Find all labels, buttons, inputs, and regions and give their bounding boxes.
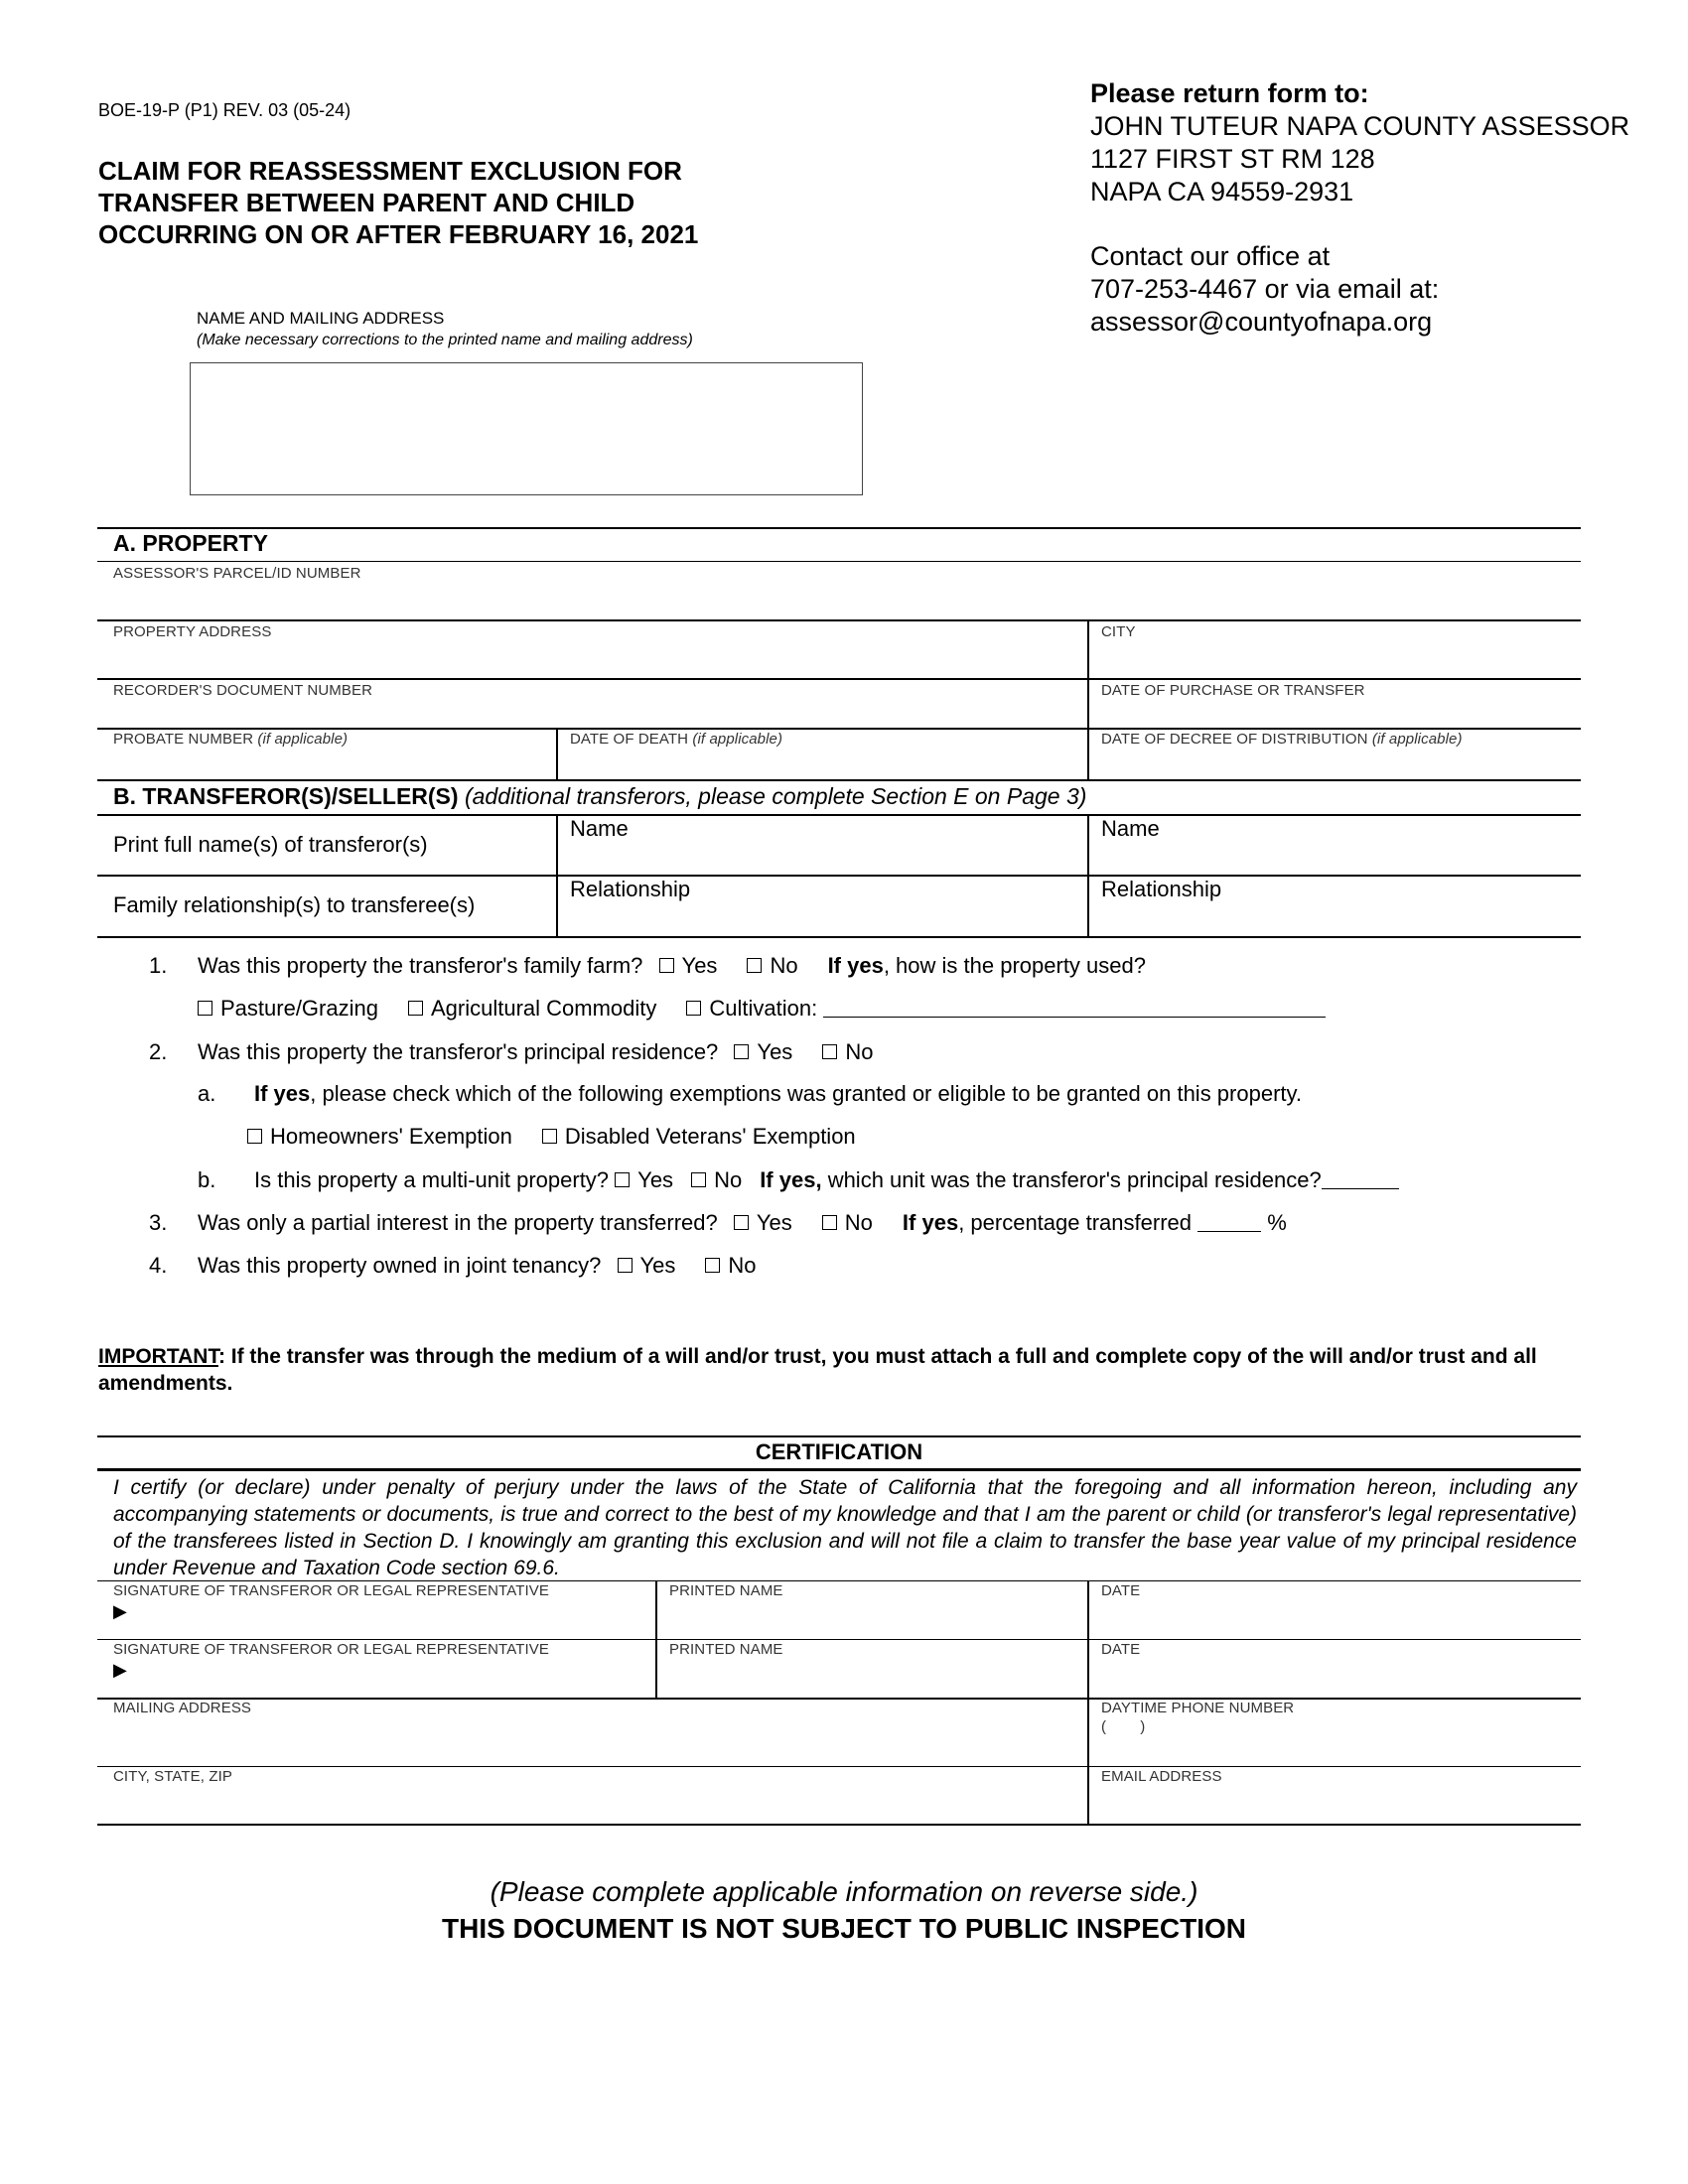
unit-input[interactable] — [1322, 1188, 1399, 1189]
transferor-name-1[interactable]: Name — [570, 816, 629, 841]
name-address-box[interactable] — [190, 362, 863, 495]
if-applicable: (if applicable) — [692, 731, 783, 748]
certification-title: CERTIFICATION — [755, 1439, 923, 1464]
disabled-vets-checkbox[interactable] — [542, 1129, 557, 1144]
relationship-1[interactable]: Relationship — [570, 877, 691, 901]
rule — [97, 1468, 1581, 1471]
question-4 — [198, 1251, 757, 1281]
date-decree-label: DATE OF DECREE OF DISTRIBUTION — [1101, 731, 1368, 748]
q1-followup: , how is the property used? — [883, 953, 1146, 978]
disabled-vets-label: Disabled Veterans' Exemption — [564, 1124, 856, 1149]
q2-yes-checkbox[interactable] — [734, 1044, 749, 1059]
rule — [97, 1766, 1581, 1767]
column-divider — [1087, 1580, 1089, 1825]
exemptions-options — [247, 1122, 856, 1152]
printed-name-2-field[interactable]: PRINTED NAME — [669, 1641, 783, 1658]
q2b-no-checkbox[interactable] — [691, 1172, 706, 1187]
agricultural-checkbox[interactable] — [408, 1001, 423, 1016]
footer-public-notice: THIS DOCUMENT IS NOT SUBJECT TO PUBLIC INSPECTION — [442, 1913, 1246, 1944]
rule — [97, 1639, 1581, 1640]
certification-top-rule — [97, 1435, 1581, 1437]
q1-no-checkbox[interactable] — [747, 958, 762, 973]
q3-no-checkbox[interactable] — [822, 1215, 837, 1230]
section-b-note: (additional transferors, please complete Section E on Page 3) — [464, 783, 1087, 809]
print-names-label: Print full name(s) of transferor(s) — [113, 832, 428, 857]
contact-line-2: 707-253-4467 or via email at: — [1090, 274, 1440, 304]
certification-bottom-rule — [97, 1824, 1581, 1826]
mailing-address-field[interactable]: MAILING ADDRESS — [113, 1700, 252, 1716]
q2b-text: Is this property a multi-unit property? — [254, 1167, 610, 1192]
date-1-field[interactable]: DATE — [1101, 1582, 1141, 1599]
no-label: No — [845, 1039, 874, 1064]
rule — [97, 678, 1581, 680]
q2a-text: , please check which of the following exemptions was granted or eligible to be granted on this property. — [310, 1081, 1302, 1106]
q1-text: Was this property the transferor's family farm? — [198, 953, 643, 978]
contact-email[interactable]: assessor@countyofnapa.org — [1090, 307, 1433, 337]
homeowners-checkbox[interactable] — [247, 1129, 262, 1144]
q1-yes-checkbox[interactable] — [659, 958, 674, 973]
form-title — [98, 155, 793, 250]
pasture-label: Pasture/Grazing — [220, 996, 378, 1021]
column-divider — [556, 728, 558, 779]
return-line-3: NAPA CA 94559-2931 — [1090, 177, 1354, 206]
return-address-block — [1090, 77, 1666, 339]
recorder-document-field[interactable]: RECORDER'S DOCUMENT NUMBER — [113, 682, 373, 699]
family-relationship-label: Family relationship(s) to transferee(s) — [113, 892, 476, 917]
rule — [97, 728, 1581, 730]
yes-label: Yes — [756, 1210, 792, 1235]
rule — [97, 1580, 1581, 1581]
form-id: BOE-19-P (P1) REV. 03 (05-24) — [98, 100, 352, 120]
rule — [97, 1698, 1581, 1700]
if-yes-comma: If yes, — [760, 1167, 822, 1192]
date-purchase-field[interactable]: DATE OF PURCHASE OR TRANSFER — [1101, 682, 1365, 699]
column-divider — [556, 814, 558, 936]
homeowners-label: Homeowners' Exemption — [270, 1124, 512, 1149]
rule — [97, 814, 1581, 816]
date-death-field[interactable] — [570, 731, 782, 748]
probate-number-field[interactable] — [113, 731, 348, 748]
name-address-label — [197, 308, 693, 351]
signature-2-arrow[interactable]: ▶ — [113, 1660, 127, 1680]
phone-area-code[interactable]: ( ) — [1101, 1718, 1146, 1735]
q3-number: 3. — [149, 1210, 168, 1235]
percentage-input[interactable] — [1197, 1231, 1261, 1232]
no-label: No — [770, 953, 798, 978]
yes-label: Yes — [637, 1167, 674, 1192]
q4-no-checkbox[interactable] — [705, 1258, 720, 1273]
question-2 — [198, 1037, 873, 1067]
pasture-checkbox[interactable] — [198, 1001, 212, 1016]
title-line-1: CLAIM FOR REASSESSMENT EXCLUSION FOR — [98, 156, 682, 186]
no-label: No — [844, 1210, 873, 1235]
yes-label: Yes — [681, 953, 718, 978]
q2-text: Was this property the transferor's principal residence? — [198, 1039, 719, 1064]
transferor-name-2[interactable]: Name — [1101, 816, 1160, 841]
relationship-2[interactable]: Relationship — [1101, 877, 1222, 901]
section-a-title: A. PROPERTY — [113, 530, 268, 556]
rule — [97, 779, 1581, 781]
section-b-title — [113, 783, 1086, 810]
certification-text: I certify (or declare) under penalty of perjury under the laws of the State of California that the foregoing and all information hereon, including any accompanying statements or documents, is true and correct to the best of my knowledge and that I am the parent or child (or transferor's legal representative) of the transferees listed in Section D. I knowingly am granting this exclusion and will not file a claim to transfer the base year value of my principal residence under Revenue and Taxation Code section 69.6. — [113, 1476, 1577, 1579]
q4-text: Was this property owned in joint tenancy? — [198, 1253, 602, 1278]
yes-label: Yes — [757, 1039, 793, 1064]
q3-followup: , percentage transferred — [958, 1210, 1192, 1235]
q2b-followup: which unit was the transferor's principal residence? — [827, 1167, 1322, 1192]
percent-sign: % — [1267, 1210, 1287, 1235]
date-2-field[interactable]: DATE — [1101, 1641, 1141, 1658]
title-line-3: OCCURRING ON OR AFTER FEBRUARY 16, 2021 — [98, 219, 699, 249]
yes-label: Yes — [639, 1253, 676, 1278]
important-label: IMPORTANT — [98, 1345, 218, 1368]
rule — [97, 875, 1581, 877]
column-divider — [655, 1580, 657, 1698]
q1-uses — [198, 994, 1326, 1024]
question-1 — [198, 951, 1146, 981]
if-applicable: (if applicable) — [1371, 731, 1463, 748]
question-2a — [254, 1079, 1302, 1109]
q1-number: 1. — [149, 953, 168, 978]
q2-no-checkbox[interactable] — [822, 1044, 837, 1059]
no-label: No — [728, 1253, 757, 1278]
column-divider — [1087, 814, 1089, 936]
if-yes: If yes — [827, 953, 884, 978]
section-a-top-rule — [97, 527, 1581, 529]
return-line-1: JOHN TUTEUR NAPA COUNTY ASSESSOR — [1090, 111, 1630, 141]
q4-number: 4. — [149, 1253, 168, 1278]
signature-1-label: SIGNATURE OF TRANSFEROR OR LEGAL REPRESENTATIVE — [113, 1582, 549, 1599]
daytime-phone-field[interactable]: DAYTIME PHONE NUMBER — [1101, 1700, 1295, 1716]
date-death-label: DATE OF DEATH — [570, 731, 689, 748]
title-line-2: TRANSFER BETWEEN PARENT AND CHILD — [98, 188, 635, 217]
cultivation-checkbox[interactable] — [686, 1001, 701, 1016]
probate-label: PROBATE NUMBER — [113, 731, 254, 748]
q3-text: Was only a partial interest in the property transferred? — [198, 1210, 718, 1235]
no-label: No — [714, 1167, 743, 1192]
name-address-title: NAME AND MAILING ADDRESS — [197, 309, 445, 328]
parcel-number-field[interactable]: ASSESSOR'S PARCEL/ID NUMBER — [113, 565, 361, 582]
printed-name-1-field[interactable]: PRINTED NAME — [669, 1582, 783, 1599]
property-address-field[interactable]: PROPERTY ADDRESS — [113, 623, 272, 640]
cultivation-label: Cultivation: — [709, 996, 818, 1021]
return-heading: Please return form to: — [1090, 78, 1369, 108]
question-2b — [254, 1165, 1399, 1195]
date-decree-field[interactable] — [1101, 731, 1463, 748]
cultivation-input[interactable] — [823, 1017, 1326, 1018]
important-text: : If the transfer was through the medium of a will and/or trust, you must attach a full and complete copy of the will and/or trust and all amendments. — [98, 1345, 1537, 1395]
city-field[interactable]: CITY — [1101, 623, 1136, 640]
q2-number: 2. — [149, 1039, 168, 1064]
q2b-number: b. — [198, 1167, 216, 1192]
signature-1-arrow[interactable]: ▶ — [113, 1601, 127, 1621]
contact-line-1: Contact our office at — [1090, 241, 1331, 271]
section-b-heading: B. TRANSFEROR(S)/SELLER(S) — [113, 783, 459, 809]
q2b-yes-checkbox[interactable] — [615, 1172, 630, 1187]
footer-reverse-note: (Please complete applicable information on reverse side.) — [490, 1876, 1198, 1907]
important-notice — [98, 1343, 1588, 1397]
q4-yes-checkbox[interactable] — [618, 1258, 633, 1273]
rule — [97, 936, 1581, 938]
name-address-note: (Make necessary corrections to the printed name and mailing address) — [197, 332, 693, 348]
q3-yes-checkbox[interactable] — [734, 1215, 749, 1230]
if-applicable: (if applicable) — [257, 731, 349, 748]
q2a-number: a. — [198, 1081, 216, 1106]
signature-2-label: SIGNATURE OF TRANSFEROR OR LEGAL REPRESENTATIVE — [113, 1641, 549, 1658]
if-yes: If yes — [902, 1210, 959, 1235]
column-divider — [1087, 619, 1089, 779]
city-state-zip-field[interactable]: CITY, STATE, ZIP — [113, 1768, 232, 1785]
agricultural-label: Agricultural Commodity — [430, 996, 657, 1021]
if-yes: If yes — [254, 1081, 311, 1106]
question-3 — [198, 1208, 1287, 1238]
return-line-2: 1127 FIRST ST RM 128 — [1090, 144, 1375, 174]
rule — [97, 561, 1581, 562]
rule — [97, 619, 1581, 621]
email-address-field[interactable]: EMAIL ADDRESS — [1101, 1768, 1222, 1785]
